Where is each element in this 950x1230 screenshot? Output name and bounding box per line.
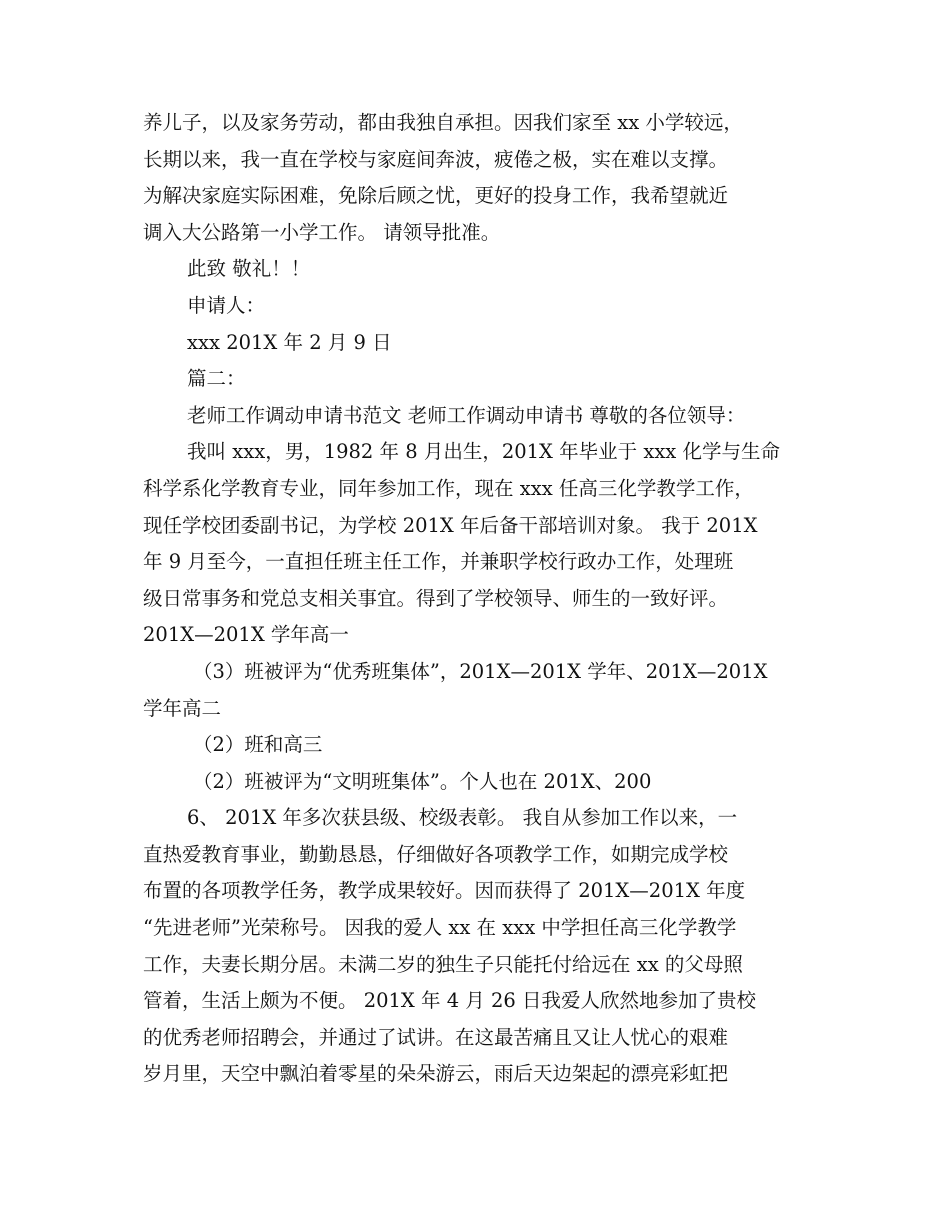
document-body (143, 105, 823, 1093)
text-line: 养儿子，以及家务劳动，都由我独自承担。因我们家至 xx 小学较远， (143, 111, 743, 134)
letter-title: 老师工作调动申请书范文 老师工作调动申请书 尊敬的各位领导： (187, 403, 746, 427)
text-line: 6、 201X 年多次获县级、校级表彰。 我自从参加工作以来，一 (187, 806, 738, 830)
text-line: 的优秀老师招聘会，并通过了试讲。在这最苦痛且又让人忧心的艰难 (143, 1025, 729, 1049)
text-line: 201X—201X 学年高一 (143, 623, 349, 647)
text-line: 岁月里，天空中飘泊着零星的朵朵游云，雨后天边架起的漂亮彩虹把 (143, 1062, 729, 1086)
applicant-label: 申请人： (187, 293, 266, 317)
text-line: 布置的各项教学任务，教学成果较好。因而获得了 201X—201X 年度 (143, 879, 746, 903)
closing-salutation: 此致 敬礼！！ (187, 257, 311, 281)
text-line: （2）班被评为“文明班集体”。个人也在 201X、200 (193, 769, 652, 793)
text-line: 调入大公路第一小学工作。 请领导批准。 (143, 220, 501, 244)
text-line: 我叫 xxx，男，1982 年 8 月出生，201X 年毕业于 xxx 化学与生命 (187, 440, 781, 464)
signature-date: xxx 201X 年 2 月 9 日 (187, 330, 392, 354)
text-line: 科学系化学教育专业，同年参加工作，现在 xxx 任高三化学教学工作， (143, 476, 754, 500)
text-line: 学年高二 (143, 696, 222, 720)
text-line: 管着，生活上颇为不便。 201X 年 4 月 26 日我爱人欣然地参加了贵校 (143, 989, 757, 1013)
text-line: 现任学校团委副书记，为学校 201X 年后备干部培训对象。 我于 201X (143, 513, 758, 537)
text-line: 级日常事务和党总支相关事宜。得到了学校领导、师生的一致好评。 (143, 586, 729, 610)
text-line: （3）班被评为“优秀班集体”，201X—201X 学年、201X—201X (193, 659, 768, 683)
section-heading: 篇二： (187, 367, 246, 391)
text-line: “先进老师”光荣称号。 因我的爱人 xx 在 xxx 中学担任高三化学教学 (143, 916, 737, 940)
text-line: 工作，夫妻长期分居。未满二岁的独生子只能托付给远在 xx 的父母照 (143, 952, 743, 976)
text-line: 为解决家庭实际困难，免除后顾之忧，更好的投身工作，我希望就近 (143, 184, 729, 208)
text-line: 年 9 月至今，一直担任班主任工作，并兼职学校行政办工作，处理班 (143, 550, 734, 574)
text-line: 长期以来，我一直在学校与家庭间奔波，疲倦之极，实在难以支撑。 (143, 147, 729, 171)
text-line: （2）班和高三 (193, 733, 323, 757)
text-line: 直热爱教育事业，勤勤恳恳，仔细做好各项教学工作，如期完成学校 (143, 842, 729, 866)
